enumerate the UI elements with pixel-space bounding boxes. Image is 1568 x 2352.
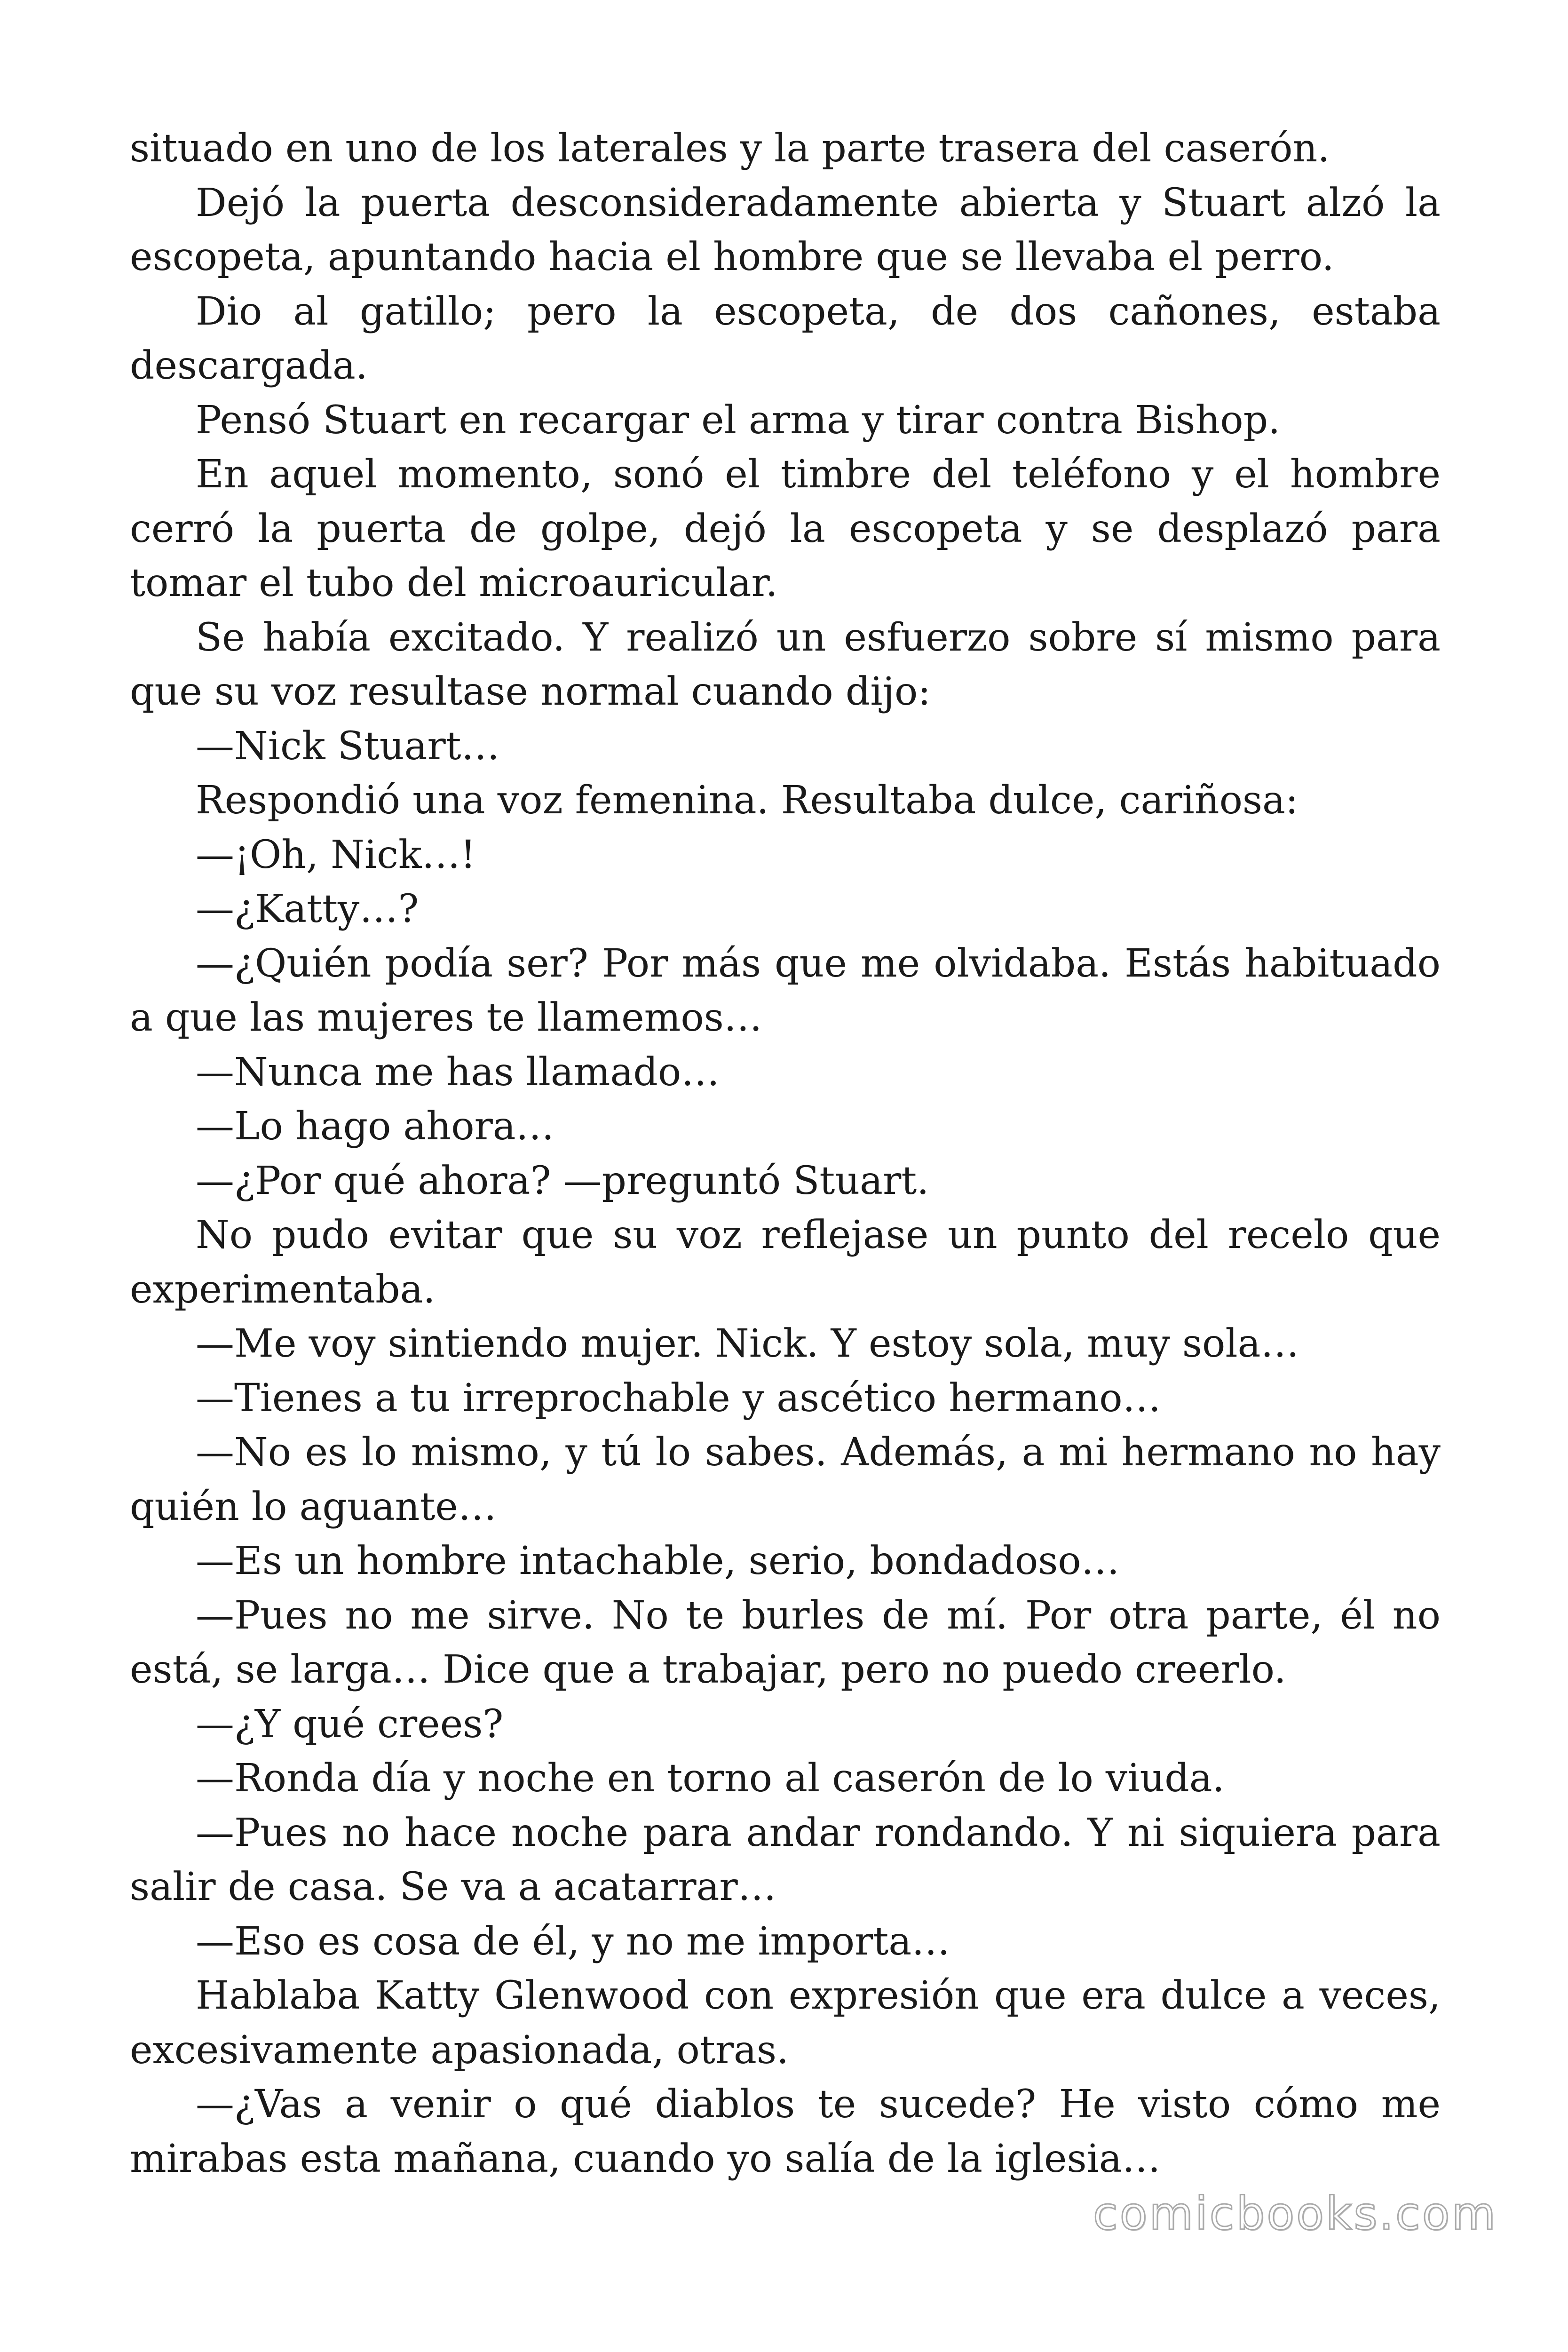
paragraph: Dio al gatillo; pero la escopeta, de dos cañones, estaba descargada.: [130, 289, 1441, 388]
page-body: [130, 121, 1441, 2186]
paragraph: —Pues no me sirve. No te burles de mí. Por otra parte, él no está, se larga… Dice que a trabajar, pero no puedo creerlo.: [130, 1593, 1441, 1692]
paragraph: —Ronda día y noche en torno al caserón de lo viuda.: [196, 1756, 1225, 1801]
paragraph: Respondió una voz femenina. Resultaba dulce, cariñosa:: [196, 778, 1299, 823]
paragraph: —¡Oh, Nick…!: [196, 832, 476, 877]
paragraph: —No es lo mismo, y tú lo sabes. Además, a mi hermano no hay quién lo aguante…: [130, 1430, 1441, 1529]
paragraph: —Lo hago ahora…: [196, 1104, 554, 1149]
paragraph: —¿Vas a venir o qué diablos te sucede? He visto cómo me mirabas esta mañana, cuando yo salía de la iglesia…: [130, 2082, 1441, 2181]
paragraph: —Es un hombre intachable, serio, bondadoso…: [196, 1539, 1120, 1583]
paragraph: —Tienes a tu irreprochable y ascético hermano…: [196, 1375, 1161, 1421]
paragraph: En aquel momento, sonó el timbre del teléfono y el hombre cerró la puerta de golpe, dejó la escopeta y se desplazó para tomar el tubo del microauricular.: [130, 452, 1441, 605]
watermark: comicbooks.com: [1093, 2187, 1497, 2240]
paragraph: Pensó Stuart en recargar el arma y tirar contra Bishop.: [196, 397, 1281, 443]
paragraph: Hablaba Katty Glenwood con expresión que era dulce a veces, excesivamente apasionada, otras.: [130, 1973, 1441, 2073]
paragraph: situado en uno de los laterales y la parte trasera del caserón.: [130, 126, 1330, 171]
paragraph: —¿Katty…?: [196, 887, 419, 931]
paragraph: —¿Quién podía ser? Por más que me olvidaba. Estás habituado a que las mujeres te llamemos…: [130, 941, 1441, 1040]
paragraph: Dejó la puerta desconsideradamente abierta y Stuart alzó la escopeta, apuntando hacia el hombre que se llevaba el perro.: [130, 180, 1441, 279]
paragraph: —¿Y qué crees?: [196, 1701, 504, 1747]
paragraph: —Eso es cosa de él, y no me importa…: [196, 1919, 950, 1964]
paragraph: —Nunca me has llamado…: [196, 1049, 720, 1095]
paragraph: —Nick Stuart…: [196, 723, 500, 769]
paragraph: —Me voy sintiendo mujer. Nick. Y estoy sola, muy sola…: [196, 1321, 1299, 1366]
paragraph: —¿Por qué ahora? —preguntó Stuart.: [196, 1158, 929, 1203]
paragraph: Se había excitado. Y realizó un esfuerzo sobre sí mismo para que su voz resultase normal cuando dijo:: [130, 615, 1441, 714]
paragraph: —Pues no hace noche para andar rondando. Y ni siquiera para salir de casa. Se va a acatarrar…: [130, 1810, 1441, 1909]
paragraph: No pudo evitar que su voz reflejase un punto del recelo que experimentaba.: [130, 1213, 1441, 1312]
